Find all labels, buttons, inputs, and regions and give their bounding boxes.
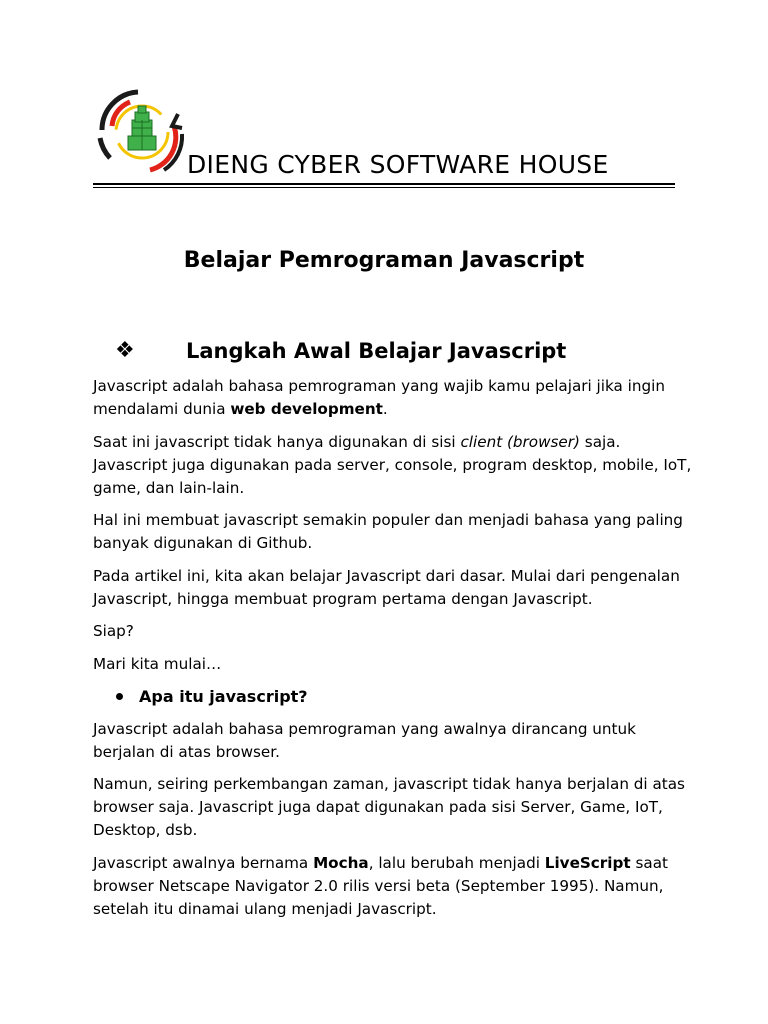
subsection-heading [93,685,693,708]
logo-slash [172,114,182,128]
logo-arc-left [100,138,110,158]
header-rule-thin [93,187,675,188]
dieng-cyber-logo-icon [92,86,192,178]
logo-arc-red [112,102,130,126]
diamond-bullet-icon: ❖ [115,338,135,363]
paragraph-4: Pada artikel ini, kita akan belajar Javascript dari dasar. Mulai dari pengenalan Javascript, hingga membuat program pertama dengan Javascript. [93,566,680,608]
header-rule-thick [93,183,675,185]
bullet-dot-icon [116,693,123,700]
section-heading: Langkah Awal Belajar Javascript [186,339,567,363]
document-body [93,375,693,930]
subsection-heading-text: Apa itu javascript? [139,687,308,706]
paragraph-9: Javascript awalnya bernama Mocha, lalu berubah menjadi LiveScript saat browser Netscape Navigator 2.0 rilis versi beta (September 1995). Namun, setelah itu dinamai ulang menjadi Javascript. [93,853,668,918]
paragraph-1: Javascript adalah bahasa pemrograman yang wajib kamu pelajari jika ingin mendalami dunia web development. [93,377,665,418]
paragraph-5: Siap? [93,622,134,640]
paragraph-8: Namun, seiring perkembangan zaman, javascript tidak hanya berjalan di atas browser saja. Javascript juga dapat digunakan pada sisi Server, Game, IoT, Desktop, dsb. [93,775,685,839]
document-title: Belajar Pemrograman Javascript [183,248,585,273]
logo-temple [128,106,156,150]
paragraph-3: Hal ini membuat javascript semakin populer dan menjadi bahasa yang paling banyak digunakan di Github. [93,511,683,552]
paragraph-6: Mari kita mulai… [93,654,222,673]
paragraph-2: Saat ini javascript tidak hanya digunakan di sisi client (browser) saja. Javascript juga digunakan pada server, console, program desktop, mobile, IoT, game, dan lain-lain. [93,432,692,497]
paragraph-7: Javascript adalah bahasa pemrograman yang awalnya dirancang untuk berjalan di atas browser. [93,719,636,761]
company-name: DIENG CYBER SOFTWARE HOUSE [187,150,609,179]
